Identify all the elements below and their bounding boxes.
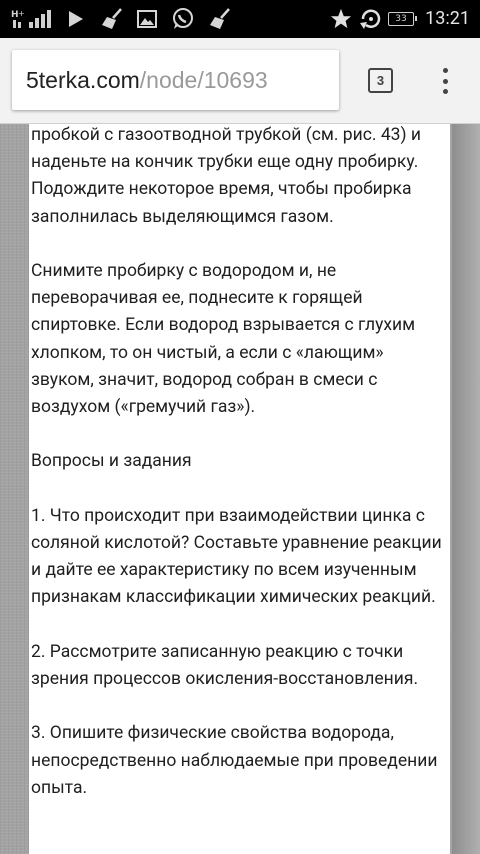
clock: 13:21 [425,8,470,29]
image-icon [136,0,158,38]
tab-switcher-button[interactable] [368,68,393,93]
broom-icon [208,0,234,38]
signal-h-plus-icon [8,0,56,38]
question-item: 1. Что происходит при взаимодействии цинка с соляной кислотой? Составьте уравнение реакции и дайте ее характеристику по всем изученным признакам классификации химических реакций. [31,505,442,608]
article-content [29,124,450,854]
sync-icon [358,0,384,38]
broom-icon [100,0,126,38]
browser-toolbar [0,38,480,124]
section-heading: Вопросы и задания [31,451,192,472]
play-icon [66,0,86,38]
url-bar[interactable] [12,50,339,110]
menu-dot [443,79,448,84]
tab-count: 3 [376,73,385,88]
question-item: 2. Рассмотрите записанную реакцию с точки зрения процессов окисления-восстановления. [31,641,419,689]
svg-text:+: + [18,9,25,18]
article-paragraph: Снимите пробирку с водородом и, не переворачивая ее, поднесите к горящей спиртовке. Если водород взрывается с глухим хлопком, то он чистый, а если с «лающим» звуком, значит, водород собран в смеси с воздухом («гремучий газ»). [31,261,416,418]
url-path: /node/10693 [139,66,268,93]
article-paragraph: пробкой с газоотводной трубкой (см. рис. 43) и наденьте на кончик трубки еще одну пробирку. Подождите некоторое время, чтобы пробирка заполнилась выделяющимся газом. [31,125,422,227]
battery-icon [388,12,414,26]
menu-dot [443,89,448,94]
menu-dot [443,68,448,73]
star-icon [328,0,354,38]
whatsapp-icon [170,0,196,38]
svg-text:H: H [11,10,19,20]
battery-level: 33 [395,14,407,24]
url-host: 5terka.com [26,66,140,93]
overflow-menu-button[interactable] [430,66,460,96]
question-item: 3. Опишите физические свойства водорода, непосредственно наблюдаемые при проведении опыта. [31,723,438,798]
status-bar [0,0,480,38]
